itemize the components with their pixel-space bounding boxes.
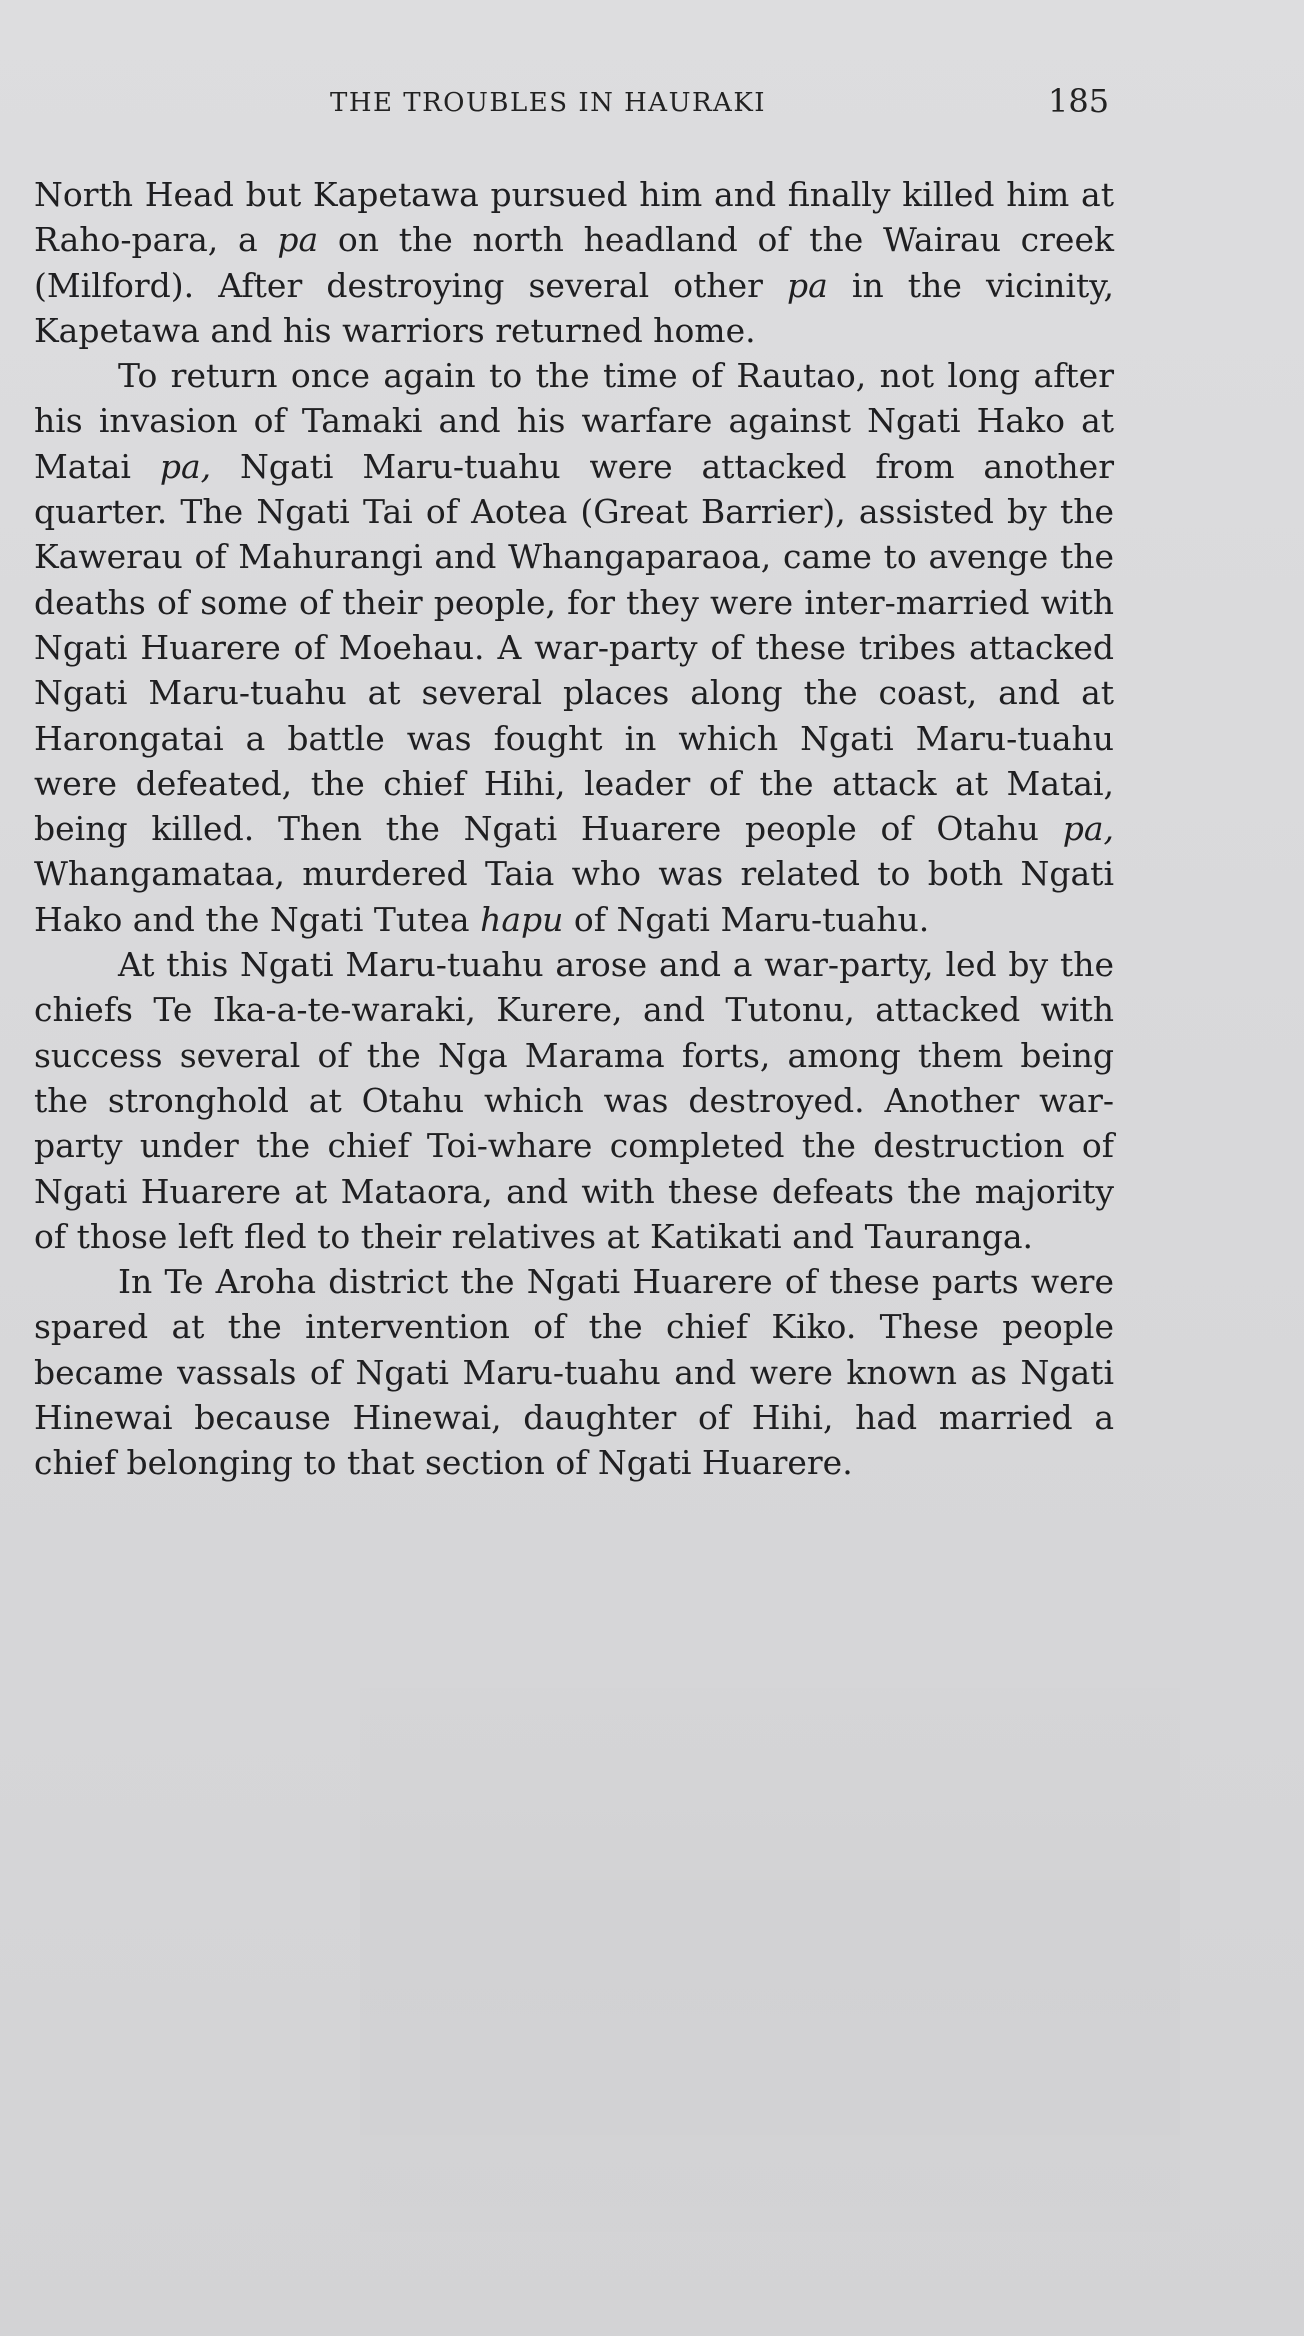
paragraph-1-italic-pa-1: pa	[277, 220, 319, 260]
paragraph-2-italic-pa-2: pa,	[1062, 809, 1114, 849]
paragraph-1	[34, 172, 1114, 353]
paragraph-2-text-g: of Ngati Maru-tuahu.	[563, 899, 930, 939]
paragraph-2-text-a: To return once again to the time of Rautao, not long after his invasion of Tamaki and his warfare against Ngati Hako at Matai	[34, 356, 1114, 486]
paragraph-1-italic-pa-2: pa	[787, 265, 828, 305]
paragraph-2-text-c: Ngati Maru-tuahu were attacked from another quarter. The Ngati Tai of Aotea (Great Barrier), assisted by the Kawerau of Mahurangi and Whangaparaoa, came to avenge the deaths of some of their people, for they were inter-married with Ngati Huarere of Moehau. A war-party of these tribes attacked Ngati Maru-tuahu at several places along the coast, and at Harongatai a battle was fought in which Ngati Maru-tuahu were defeated, the chief Hihi, leader of the attack at Matai, being killed. Then the Ngati Huarere people of Otahu	[34, 446, 1114, 849]
paragraph-2	[34, 353, 1114, 942]
paragraph-3: At this Ngati Maru-tuahu arose and a war-party, led by the chiefs Te Ika-a-te-waraki, Kurere, and Tutonu, attacked with success several of the Nga Marama forts, among them being the stronghold at Otahu which was destroyed. Another war-party under the chief Toi-whare completed the destruction of Ngati Huarere at Mataora, and with these defeats the majority of those left fled to their relatives at Katikati and Tauranga.	[34, 945, 1114, 1256]
paragraph-1-text-e: in the vicinity, Kapetawa and his warriors returned home.	[34, 265, 1114, 350]
paragraph-4: In Te Aroha district the Ngati Huarere of these parts were spared at the intervention of the chief Kiko. These people became vassals of Ngati Maru-tuahu and were known as Ngati Hinewai because Hinewai, daughter of Hihi, had married a chief belonging to that section of Ngati Huarere.	[34, 1262, 1114, 1483]
page-number: 185	[1048, 82, 1110, 120]
paragraph-2-italic-pa-1: pa,	[159, 446, 212, 486]
paragraph-2-text-e: Whangamataa, murdered Taia who was related to both Ngati Hako and the Ngati Tutea	[34, 854, 1114, 939]
paragraph-1-text-a: North Head but Kapetawa pursued him and finally killed him at Raho-para, a	[34, 175, 1114, 260]
running-head: THE TROUBLES IN HAURAKI	[330, 88, 767, 118]
body-text	[34, 172, 1114, 1486]
paragraph-1-text-c: on the north headland of the Wairau creek (Milford). After destroying several other	[34, 220, 1114, 305]
paragraph-2-italic-hapu: hapu	[480, 899, 564, 939]
show-through-shadow	[360, 1640, 1180, 2280]
